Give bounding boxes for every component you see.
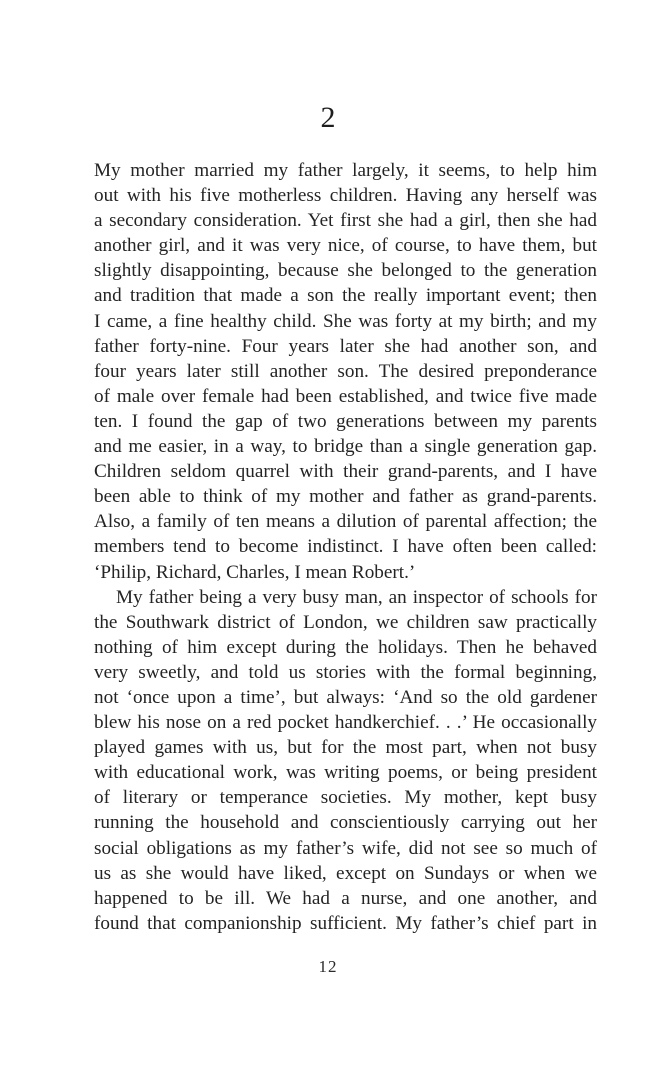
text-line: ‘Philip, Richard, Charles, I mean Robert.’ bbox=[94, 561, 416, 583]
text-line: not ‘once upon a time’, but always: ‘And so the old gardener bbox=[94, 686, 597, 708]
text-line: My mother married my father largely, it seems, to help him bbox=[94, 160, 597, 181]
text-line: us as she would have liked, except on Sundays or when we bbox=[94, 862, 597, 884]
text-line: a secondary consideration. Yet first she had a girl, then she had bbox=[94, 210, 597, 232]
text-line: of male over female had been established, and twice five made bbox=[94, 385, 597, 407]
text-line: Also, a family of ten means a dilution of parental affection; the bbox=[94, 511, 597, 533]
text-line: slightly disappointing, because she belonged to the generation bbox=[94, 260, 597, 282]
text-line: very sweetly, and told us stories with the formal beginning, bbox=[94, 661, 597, 683]
chapter-number: 2 bbox=[320, 101, 336, 134]
text-line: out with his five motherless children. Having any herself was bbox=[94, 185, 597, 207]
text-line: running the household and conscientiously carrying out her bbox=[94, 812, 597, 834]
text-line: I came, a fine healthy child. She was forty at my birth; and my bbox=[94, 310, 597, 332]
text-line: of literary or temperance societies. My mother, kept busy bbox=[94, 787, 597, 809]
text-line: another girl, and it was very nice, of course, to have them, but bbox=[94, 235, 597, 257]
text-line: members tend to become indistinct. I have often been called: bbox=[94, 536, 597, 558]
text-line: and tradition that made a son the really important event; then bbox=[94, 285, 597, 307]
paragraph-1 bbox=[94, 158, 597, 585]
text-line: blew his nose on a red pocket handkerchief. . .’ He occasionally bbox=[94, 712, 597, 734]
text-line: father forty-nine. Four years later she had another son, and bbox=[94, 335, 597, 357]
text-line: social obligations as my father’s wife, did not see so much of bbox=[94, 837, 597, 859]
text-line: nothing of him except during the holidays. Then he behaved bbox=[94, 636, 597, 658]
text-line: with educational work, was writing poems, or being president bbox=[94, 762, 597, 784]
text-line: My father being a very busy man, an inspector of schools for bbox=[116, 586, 597, 608]
paragraph-2 bbox=[94, 585, 597, 936]
text-line: four years later still another son. The desired preponderance bbox=[94, 360, 597, 382]
text-line: ten. I found the gap of two generations between my parents bbox=[94, 410, 597, 432]
text-line: played games with us, but for the most part, when not busy bbox=[94, 737, 597, 759]
text-line: and me easier, in a way, to bridge than a single generation gap. bbox=[94, 436, 597, 458]
text-line: Children seldom quarrel with their grand-parents, and I have bbox=[94, 461, 597, 483]
text-line: found that companionship sufficient. My father’s chief part in bbox=[94, 912, 597, 934]
text-line: the Southwark district of London, we children saw practically bbox=[94, 611, 597, 633]
text-line: been able to think of my mother and father as grand-parents. bbox=[94, 486, 597, 508]
text-line: happened to be ill. We had a nurse, and one another, and bbox=[94, 887, 597, 909]
page-number: 12 bbox=[318, 957, 338, 976]
body-text bbox=[94, 158, 597, 936]
